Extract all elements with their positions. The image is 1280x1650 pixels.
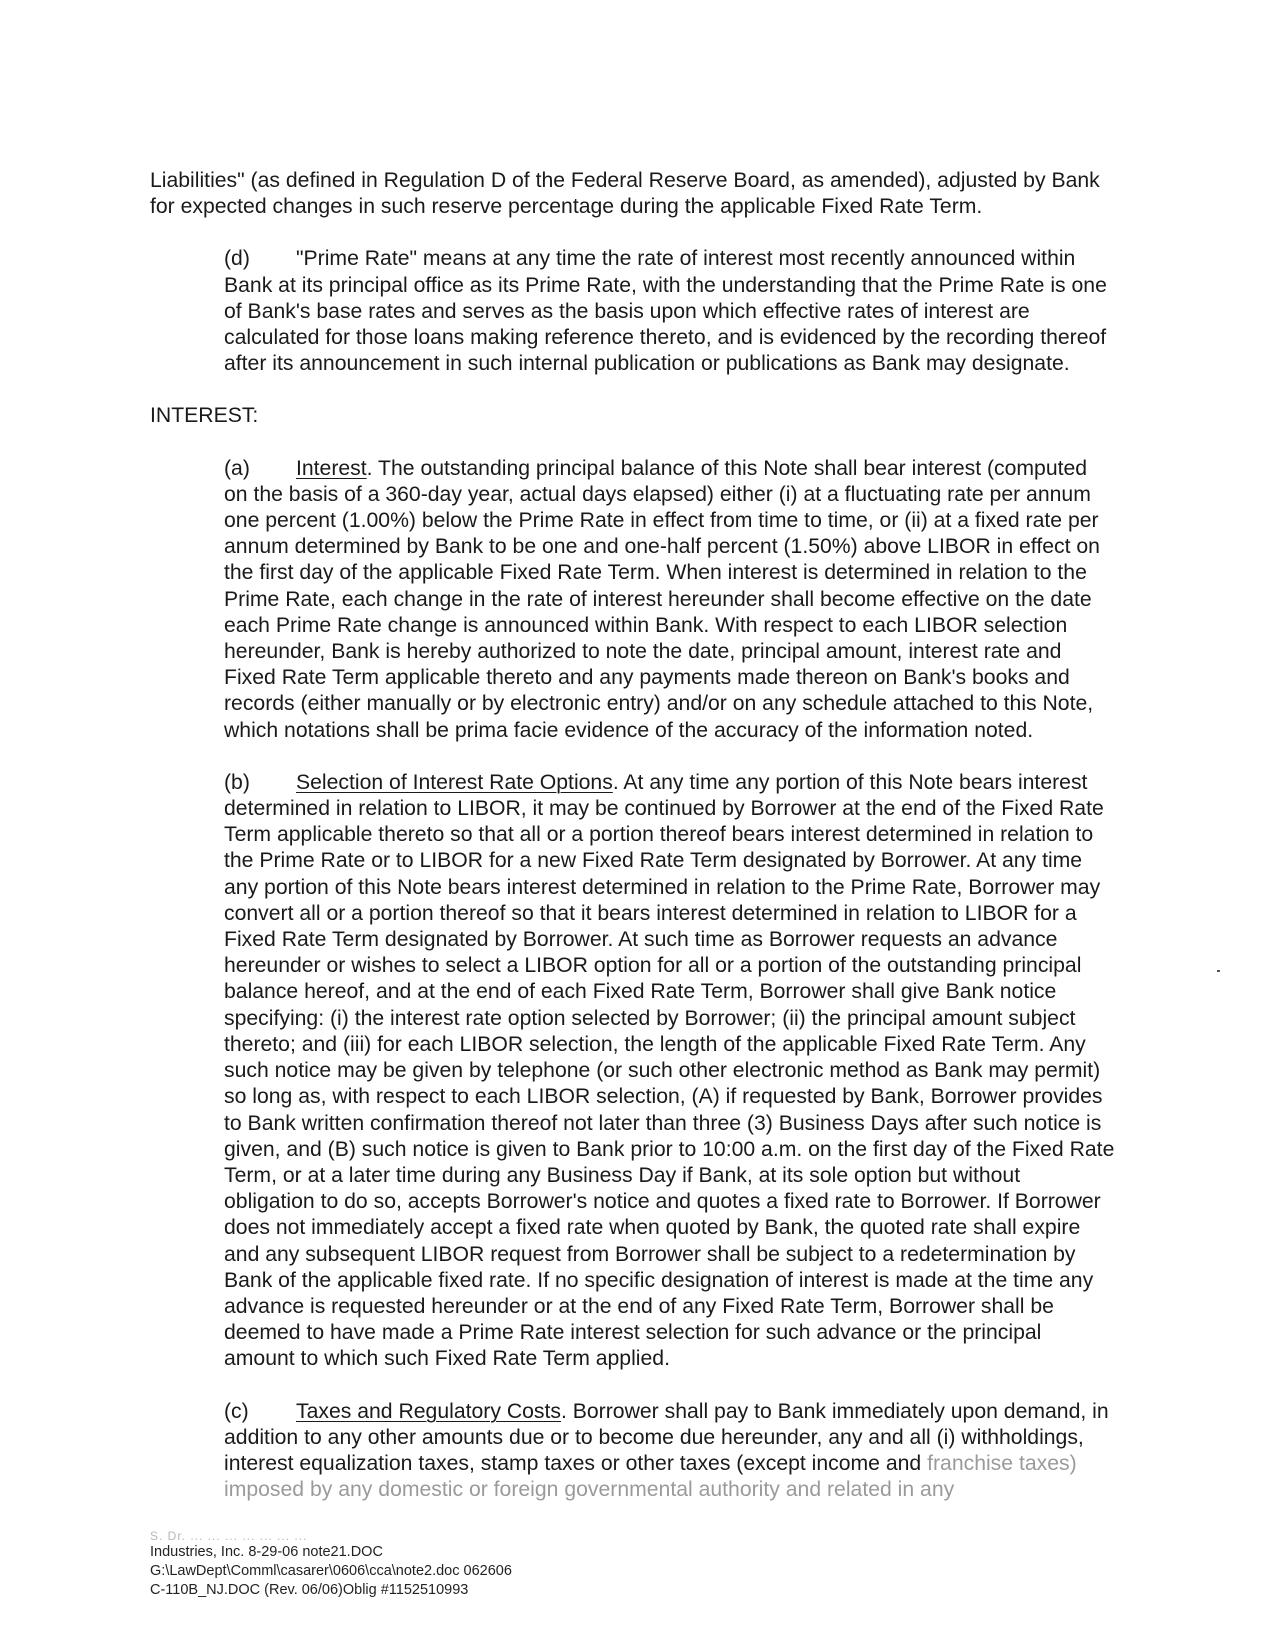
footer-line-3: C-110B_NJ.DOC (Rev. 06/06)Oblig #1152510993	[150, 1582, 469, 1598]
document-footer	[150, 1529, 512, 1600]
carryover-paragraph: Liabilities" (as defined in Regulation D of the Federal Reserve Board, as amended), adjusted by Bank for expected changes in such reserve percentage during the applicable Fixed Rate Term.	[150, 169, 1100, 219]
section-a-label: (a)	[224, 456, 250, 480]
scan-speck	[1217, 970, 1220, 972]
section-c-text: . Borrower shall pay to Bank immediately upon demand, in addition to any other amounts due or to become due hereunder, any and all (i) withholdings, interest equalization taxes, stamp taxes or other taxes (except income and	[224, 1399, 1109, 1475]
section-b-text: . At any time any portion of this Note bears interest determined in relation to LIBOR, it may be continued by Borrower at the end of the Fixed Rate Term applicable thereto so that all or a portion thereof bears interest determined in relation to the Prime Rate or to LIBOR for a new Fixed Rate Term designated by Borrower. At any time any portion of this Note bears interest determined in relation to the Prime Rate, Borrower may convert all or a portion thereof so that it bears interest determined in relation to LIBOR for a Fixed Rate Term designated by Borrower. At such time as Borrower requests an advance hereunder or wishes to select a LIBOR option for all or a portion of the outstanding principal balance hereof, and at the end of each Fixed Rate Term, Borrower shall give Bank notice specifying: (i) the interest rate option selected by Borrower; (ii) the principal amount subject thereto; and (iii) for each LIBOR selection, the length of the applicable Fixed Rate Term. Any such notice may be given by telephone (or such other electronic method as Bank may permit) so long as, with respect to each LIBOR selection, (A) if requested by Bank, Borrower provides to Bank written confirmation thereof not later than three (3) Business Days after such notice is given, and (B) such notice is given to Bank prior to 10:00 a.m. on the first day of the Fixed Rate Term, or at a later time during any Business Day if Bank, at its sole option but without obligation to do so, accepts Borrower's notice and quotes a fixed rate to Borrower. If Borrower does not immediately accept a fixed rate when quoted by Bank, the quoted rate shall expire and any subsequent LIBOR request from Borrower shall be subject to a redetermination by Bank of the applicable fixed rate. If no specific designation of interest is made at the time any advance is requested hereunder or at the end of any Fixed Rate Term, Borrower shall be deemed to have made a Prime Rate interest selection for such advance or the principal amount to which such Fixed Rate Term applied.	[224, 770, 1115, 1371]
prime-rate-definition	[150, 246, 1115, 377]
section-a-title: Interest	[296, 456, 367, 480]
section-c-label: (c)	[224, 1399, 249, 1423]
interest-heading: INTEREST:	[150, 404, 259, 428]
section-b-paragraph	[150, 770, 1115, 1373]
section-a-text: . The outstanding principal balance of this Note shall bear interest (computed on the basis of a 360-day year, actual days elapsed) either (i) at a fluctuating rate per annum one percent (1.00%) below the Prime Rate in effect from time to time, or (ii) at a fixed rate per annum determined by Bank to be one and one-half percent (1.50%) above LIBOR in effect on the first day of the applicable Fixed Rate Term. When interest is determined in relation to the Prime Rate, each change in the rate of interest hereunder shall become effective on the date each Prime Rate change is announced within Bank. With respect to each LIBOR selection hereunder, Bank is hereby authorized to note the date, principal amount, interest rate and Fixed Rate Term applicable thereto and any payments made thereon on Bank's books and records (either manually or by electronic entry) and/or on any schedule attached to this Note, which notations shall be prima facie evidence of the accuracy of the information noted.	[224, 456, 1100, 742]
section-c-faded-text: franchise taxes) imposed by any domestic or foreign governmental authority and related in any	[224, 1451, 1077, 1502]
footer-line-2: G:\LawDept\Comml\casarer\0606\cca\note2.doc 062606	[150, 1563, 512, 1579]
document-body	[150, 168, 1115, 1503]
definition-text: "Prime Rate" means at any time the rate of interest most recently announced within Bank at its principal office as its Prime Rate, with the understanding that the Prime Rate is one of Bank's base rates and serves as the basis upon which effective rates of interest are calculated for those loans making reference thereto, and is evidenced by the recording thereof after its announcement in such internal publication or publications as Bank may designate.	[224, 247, 1107, 376]
footer-illegible-line: S. Dr. ... ... ... ... ... ... ...	[150, 1529, 308, 1543]
definition-label: (d)	[224, 247, 250, 271]
section-b-title: Selection of Interest Rate Options	[296, 770, 613, 794]
section-a-paragraph	[150, 456, 1115, 744]
section-c-title: Taxes and Regulatory Costs	[296, 1399, 561, 1423]
section-b-label: (b)	[224, 770, 250, 794]
section-c-paragraph	[150, 1399, 1115, 1504]
footer-line-1: Industries, Inc. 8-29-06 note21.DOC	[150, 1544, 383, 1560]
